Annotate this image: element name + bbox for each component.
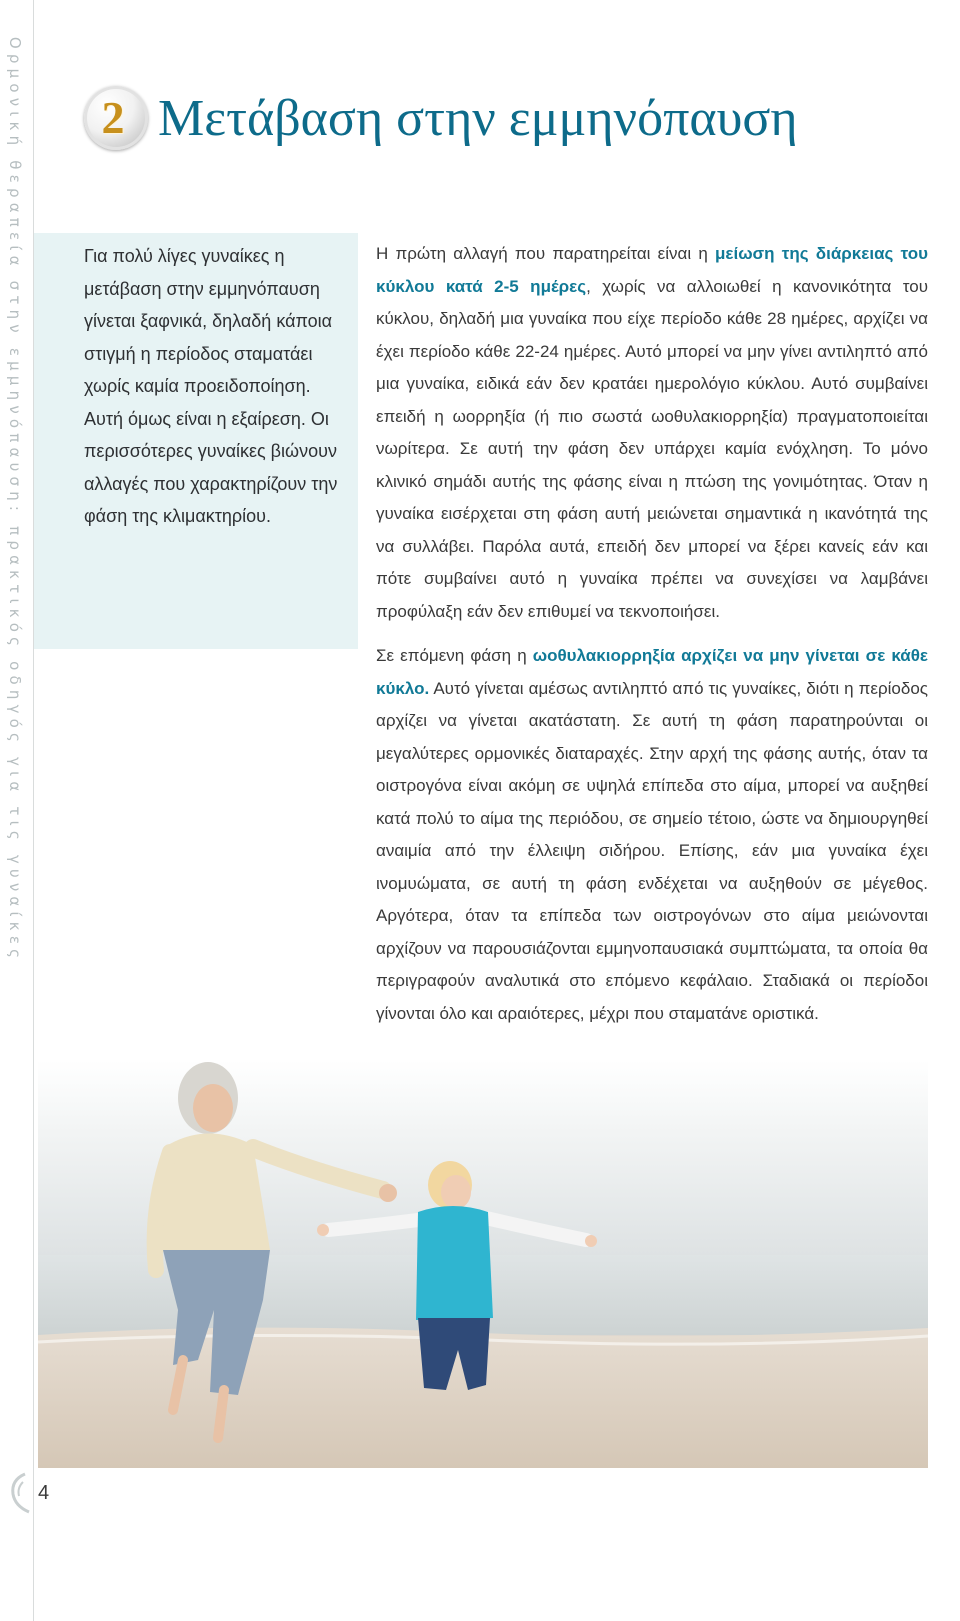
paragraph-1 bbox=[376, 238, 928, 628]
callout-text: Για πολύ λίγες γυναίκες η μετάβαση στην εμμηνόπαυση γίνεται ξαφνικά, δηλαδή κάποια στιγμή η περίοδος σταματάει χωρίς καμία προειδοποίηση. Αυτή όμως είναι η εξαίρεση. Οι περισσότερες γυναίκες βιώνουν αλλαγές που χαρακτηρίζουν την φάση της κλιμακτηρίου. bbox=[84, 246, 338, 526]
beach-illustration bbox=[38, 1060, 928, 1468]
body-text bbox=[376, 238, 928, 1042]
chapter-number: 2 bbox=[101, 92, 125, 143]
footer-ornament-icon bbox=[3, 1470, 33, 1520]
paragraph-1-rest: , χωρίς να αλλοιωθεί η κανονικότητα του κύκλου, δηλαδή μια γυναίκα που είχε περίοδο κάθε 28 ημέρες, αρχίζει να έχει περίοδο κάθε 22-24 ημέρες. Αυτό μπορεί να μην γίνει αντιληπτό από μια γυναίκα, ειδικά εάν δεν κρατάει ημερολόγιο κύκλου. Αυτό συμβαίνει επειδή η ωορρηξία (ή πιο σωστά ωοθυλακιορρηξία) πραγματοποιείται νωρίτερα. Σε αυτή την φάση δεν υπάρχει καμία ενόχληση. Το μόνο κλινικό σημάδι αυτής της φάσης είναι η πτώση της γονιμότητας. Όταν η γυναίκα εισέρχεται στη φάση αυτή μειώνεται σημαντικά η ικανότητά της να συλλάβει. Παρόλα αυτά, επειδή δεν μπορεί να ξέρει κανείς εάν και πότε συμβαίνει αυτό η γυναίκα πρέπει να συνεχίσει να λαμβάνει προφύλαξη εάν δεν επιθυμεί να τεκνοποιήσει. bbox=[376, 276, 928, 621]
paragraph-2 bbox=[376, 640, 928, 1030]
paragraph-2-rest: Αυτό γίνεται αμέσως αντιληπτό από τις γυναίκες, διότι η περίοδος αρχίζει να γίνεται ακατάστατη. Σε αυτή τη φάση παρατηρούνται οι μεγαλύτερες ορμονικές διαταραχές. Στην αρχή της φάσης αυτής, όταν τα οιστρογόνα είναι ακόμη σε υψηλά επίπεδα στο αίμα, μπορεί να αυξηθεί κατά πολύ το αίμα της περιόδου, σε σημείο τέτοιο, ώστε να δημιουργηθεί αναιμία από την έλλειψη σιδήρου. Επίσης, εάν μια γυναίκα έχει ινομυώματα, σε αυτή τη φάση ενδέχεται να αυξηθούν σε μέγεθος. Αργότερα, όταν τα επίπεδα των οιστρογόνων στο αίμα μειώνονται αρχίζουν να παρουσιάζονται εμμηνοπαυσιακά συμπτώματα, τα οποία θα περιγραφούν αναλυτικά στο επόμενο κεφάλαιο. Σταδιακά οι περίοδοι γίνονται όλο και αραιότερες, μέχρι που σταματάνε οριστικά. bbox=[376, 678, 928, 1023]
chapter-title: Μετάβαση στην εμμηνόπαυση bbox=[158, 90, 798, 147]
chapter-number-badge bbox=[84, 86, 148, 150]
running-header-text: Ορμονική θεραπεία στην εμμηνόπαυση: πρακτικός οδηγός για τις γυναίκες bbox=[6, 36, 24, 964]
callout-box bbox=[34, 233, 358, 649]
paragraph-1-highlight: μείωση της διάρκειας του κύκλου κατά 2-5 ημέρες bbox=[376, 244, 928, 296]
running-header-vertical bbox=[0, 0, 30, 1000]
paragraph-2-intro: Σε επόμενη φάση η bbox=[376, 646, 533, 665]
page-number: 4 bbox=[38, 1482, 50, 1504]
paragraph-2-highlight: ωοθυλακιορρηξία αρχίζει να μην γίνεται σε κάθε κύκλο. bbox=[376, 646, 928, 698]
paragraph-1-intro: Η πρώτη αλλαγή που παρατηρείται είναι η bbox=[376, 244, 715, 263]
beach-photo bbox=[38, 1060, 928, 1468]
